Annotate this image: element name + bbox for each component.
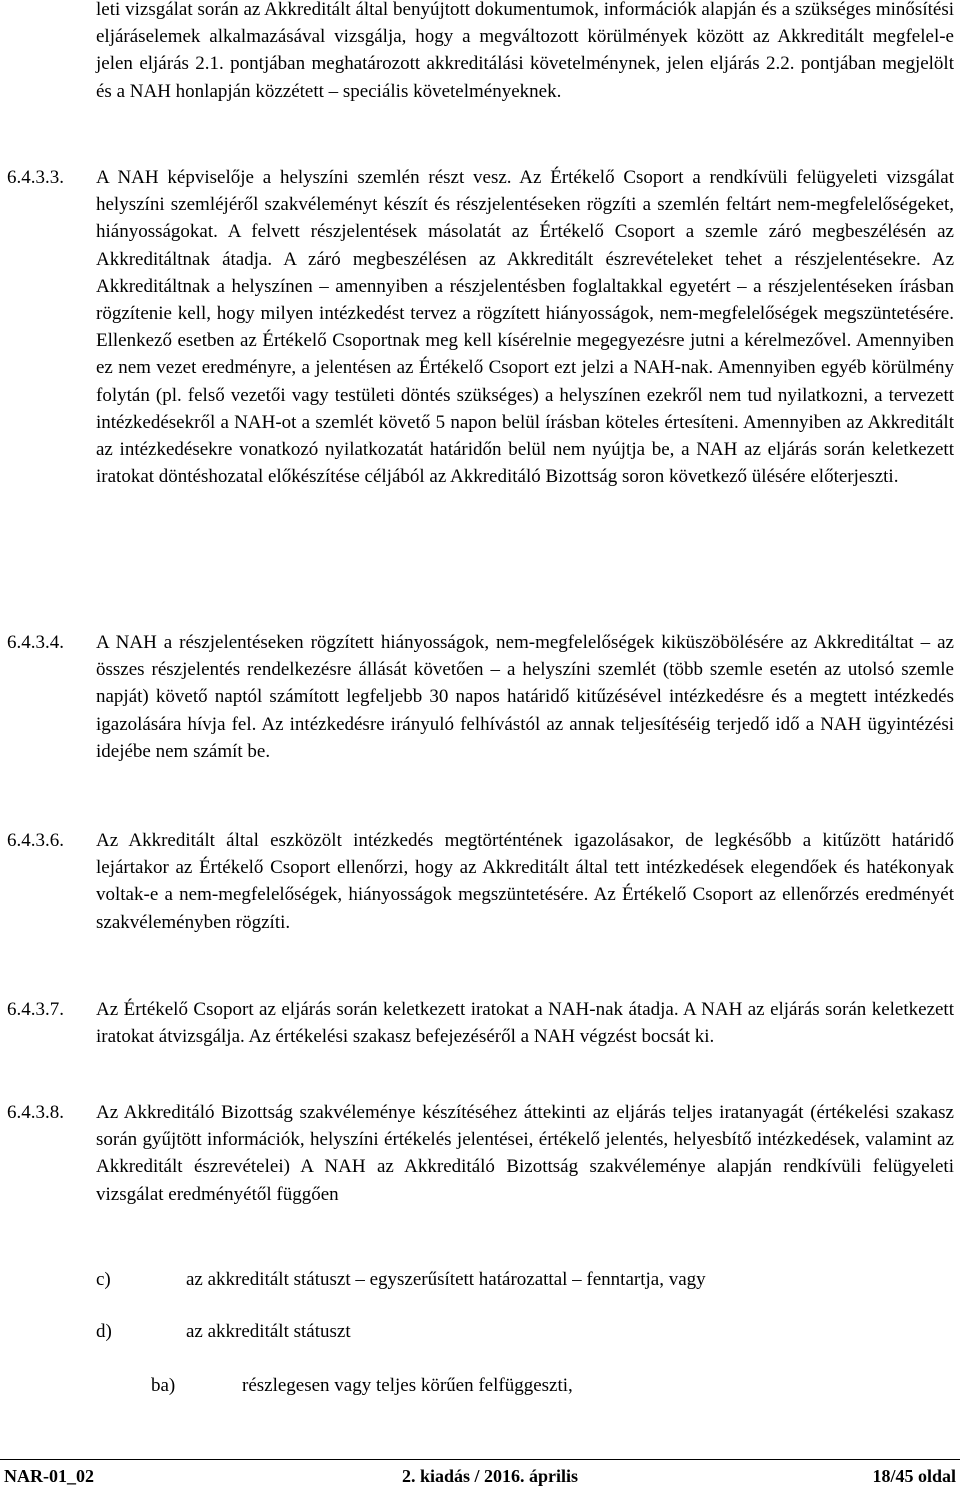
section-number: 6.4.3.3. [7, 167, 64, 188]
section-number: 6.4.3.8. [7, 1102, 64, 1123]
footer-edition: 2. kiadás / 2016. április [402, 1466, 579, 1486]
section-number: 6.4.3.6. [7, 830, 64, 851]
section-text: A NAH képviselője a helyszíni szemlén részt vesz. Az Értékelő Csoport a rendkívüli felügyeleti vizsgálat helyszíni szemléjéről szakvéleményt készít és részjelentéseken rögzíti a szemlén feltárt nem-megfelelőségeket, hiányosságokat. A felvett részjelentések másolatát az Értékelő Csoport a szemle záró megbeszélésén az Akkreditáltnak átadja. A záró megbeszélésen az Akkreditált észrevételeket tehet a részjelentésekre. Az Akkreditáltnak a helyszínen – amennyiben a részjelentésben foglaltakkal egyetért – a részjelentéseken írásban rögzítenie kell, hogy milyen intézkedést tervez a rögzített hiányosságok, nem-megfelelőségek megszüntetésére. Ellenkező esetben az Értékelő Csoportnak meg kell kísérelnie megegyezésre jutni a kérelmezővel. Amennyiben ez nem vezet eredményre, a jelentésen az Értékelő Csoport ezt jelzi a NAH-nak. Amennyiben egyéb körülmény folytán (pl. felső vezetői vagy testületi döntés szükséges) a helyszínen ezekről nem tud nyilatkozni, a tervezett intézkedésekről a NAH-ot a szemlét követő 5 napon belül írásban köteles értesíteni. Amennyiben az Akkreditált az intézkedésekre vonatkozó nyilatkozatát határidőn belül nem nyújtja be, a NAH az eljárás során keletkezett iratokat döntéshozatal előkészítése céljából az Akkreditáló Bizottság soron következő ülésére előterjeszti. [96, 167, 954, 488]
section-text: Az Akkreditáló Bizottság szakvéleménye készítéséhez áttekinti az eljárás teljes iratanyagát (értékelési szakasz során gyűjtött információk, helyszíni értékelés jelentései, értékelő jelentés, helyesbítő intézkedések, valamint az Akkreditált észrevételei) A NAH az Akkreditáló Bizottság szakvéleménye alapján rendkívüli felügyeleti vizsgálat eredményétől függően [96, 1102, 954, 1205]
list-item-label: c) [96, 1269, 111, 1290]
list-item-text: az akkreditált státuszt [186, 1321, 351, 1342]
section-number: 6.4.3.7. [7, 999, 64, 1020]
section-text: A NAH a részjelentéseken rögzített hiányosságok, nem-megfelelőségek kiküszöbölésére az Akkreditáltat – az összes részjelentés rendelkezésre állását követően – a helyszíni szemlét (több szemle esetén az utolsó szemle napját) követő naptól számított legfeljebb 30 napos határidő kitűzésével intézkedésre és a megtett intézkedés igazolására hívja fel. Az intézkedésre irányuló felhívástól az annak teljesítéséig terjedő idő a NAH ügyintézési idejébe nem számít be. [96, 632, 954, 762]
list-item-label: d) [96, 1321, 112, 1342]
list-item-text: részlegesen vagy teljes körűen felfüggeszti, [242, 1375, 573, 1396]
footer-doc-id: NAR-01_02 [4, 1466, 94, 1486]
section-text: Az Értékelő Csoport az eljárás során keletkezett iratokat a NAH-nak átadja. A NAH az eljárás során keletkezett iratokat átvizsgálja. Az értékelési szakasz befejezéséről a NAH végzést bocsát ki. [96, 999, 954, 1048]
intro-paragraph: leti vizsgálat során az Akkreditált által benyújtott dokumentumok, információk alapján és a szükséges minősítési eljáráselemek alkalmazásával vizsgálja, hogy a megváltozott körülmények között az Akkreditált megfelel-e jelen eljárás 2.1. pontjában meghatározott akkreditálási követelménynek, jelen eljárás 2.2. pontjában megjelölt és a NAH honlapján közzétett – speciális követelményeknek. [96, 0, 954, 102]
section-number: 6.4.3.4. [7, 632, 64, 653]
list-item-text: az akkreditált státuszt – egyszerűsített határozattal – fenntartja, vagy [186, 1269, 706, 1290]
footer-page-number: 18/45 oldal [872, 1466, 956, 1486]
list-item-label: ba) [151, 1375, 176, 1396]
section-text: Az Akkreditált által eszközölt intézkedés megtörténtének igazolásakor, de legkésőbb a kitűzött határidő lejártakor az Értékelő Csoport ellenőrzi, hogy az Akkreditált által tett intézkedések elegendőek és hatékonyak voltak-e a nem-megfelelőségek, hiányosságok megszüntetésére. Az Értékelő Csoport az ellenőrzés eredményét szakvéleményben rögzíti. [96, 830, 954, 933]
footer-divider [0, 1459, 960, 1460]
